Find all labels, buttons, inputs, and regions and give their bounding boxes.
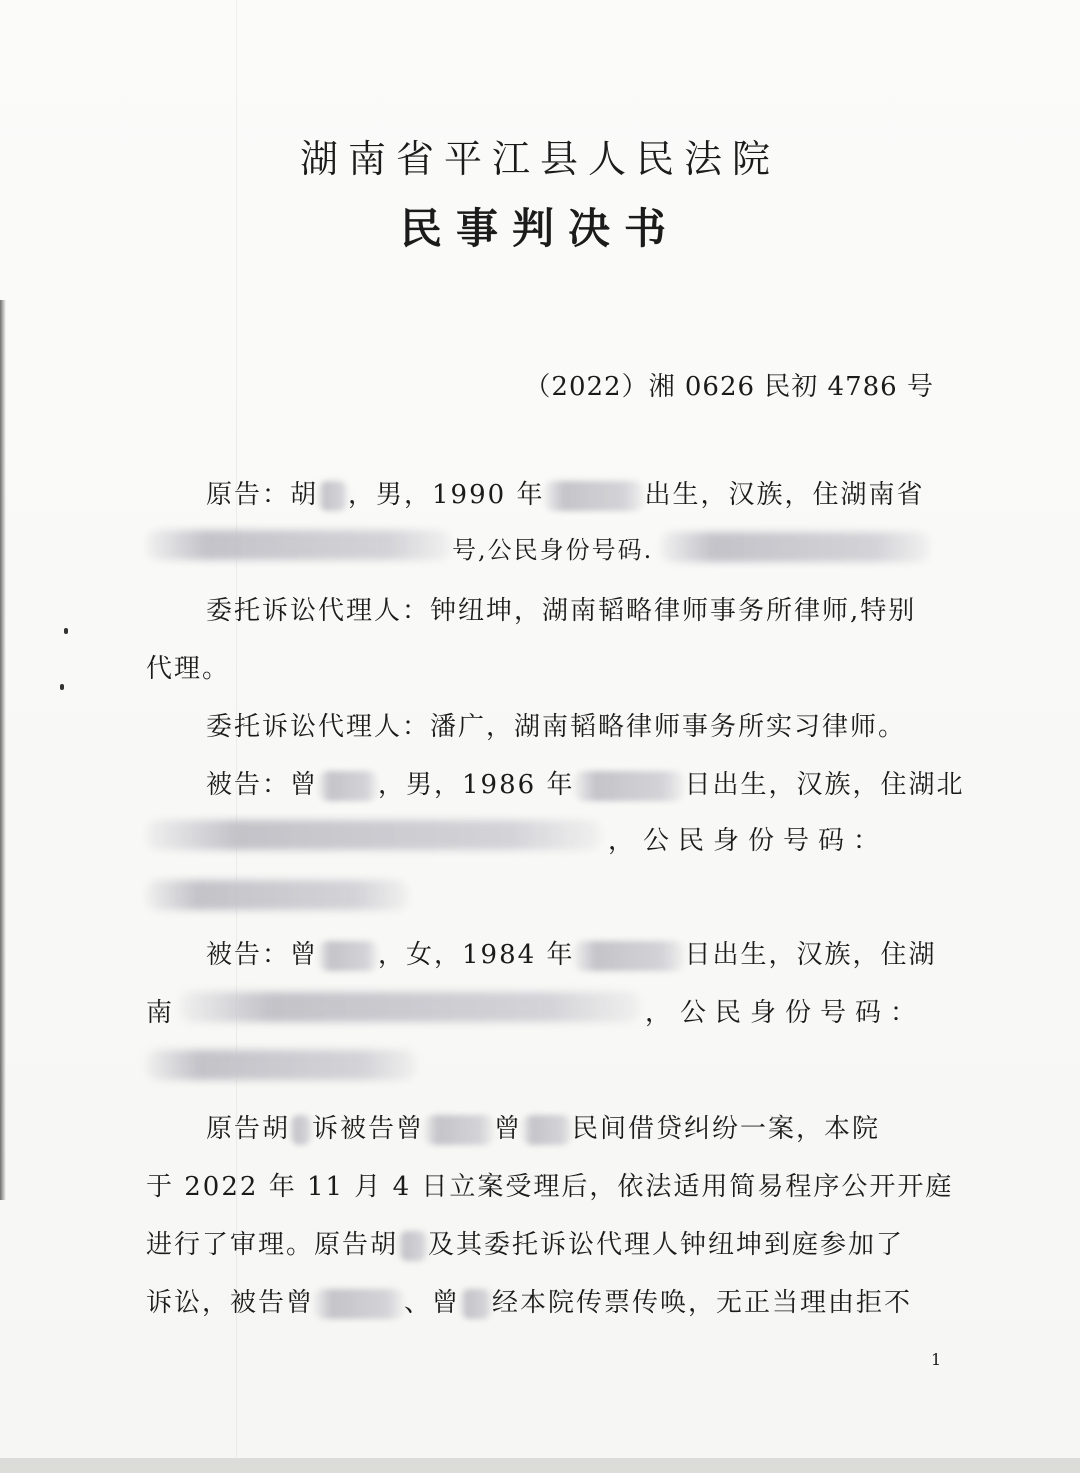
defendant-2-birth-residence: 日出生，汉族，住湖 [684, 940, 937, 970]
plaintiff-line-2: 号,公民身份号码. [452, 536, 654, 564]
redaction [574, 771, 684, 801]
defendant-2-label: 被告：曾 [206, 940, 319, 970]
body-line-2: 于 2022 年 11 月 4 日立案受理后，依法适用简易程序公开开庭 [146, 1172, 954, 1202]
plaintiff-birth-residence: 出生，汉族，住湖南省 [644, 480, 925, 510]
agent-2-line-1: 委托诉讼代理人：潘广，湖南韬略律师事务所实习律师。 [206, 712, 907, 742]
defendant-2-line-2-start: 南 [146, 998, 175, 1028]
redaction [460, 1289, 492, 1319]
redaction [314, 1289, 404, 1319]
redaction [146, 1050, 416, 1080]
defendant-1-label: 被告：曾 [206, 770, 319, 800]
scan-speck [60, 684, 64, 690]
agent-1-line-1: 委托诉讼代理人：钟纽坤，湖南韬略律师事务所律师,特别 [206, 596, 917, 626]
redaction [660, 532, 930, 562]
scan-edge-shadow [0, 300, 6, 1200]
body-text: 诉被告曾 [312, 1114, 425, 1144]
plaintiff-label: 原告：胡 [206, 480, 319, 510]
redaction [318, 481, 348, 511]
redaction [146, 880, 408, 910]
redaction [318, 941, 378, 971]
redaction [398, 1231, 428, 1261]
redaction [146, 820, 601, 850]
body-line-1 [206, 1108, 880, 1145]
redaction [318, 771, 378, 801]
body-text: 曾 [494, 1114, 523, 1144]
body-line-4 [146, 1282, 912, 1319]
redaction [544, 481, 644, 511]
defendant-1-gender-year: ，男，1986 年 [378, 770, 575, 800]
redaction [180, 992, 640, 1022]
redaction [424, 1115, 494, 1145]
body-text: 原告胡 [206, 1114, 291, 1144]
body-text: 经本院传票传唤，无正当理由拒不 [492, 1288, 913, 1318]
plaintiff-gender-year: ，男，1990 年 [348, 480, 545, 510]
plaintiff-line-1 [206, 474, 924, 511]
defendant-1-line-1 [206, 764, 964, 801]
court-name: 湖南省平江县人民法院 [299, 137, 780, 181]
defendant-2-gender-year: ，女，1984 年 [378, 940, 575, 970]
scan-bottom-border [0, 1458, 1080, 1473]
defendant-1-line-2: ，公民身份号码： [608, 826, 889, 856]
defendant-2-line-2: ，公民身份号码： [645, 998, 926, 1028]
body-text: 及其委托诉讼代理人钟纽坤到庭参加了 [428, 1230, 905, 1260]
body-text: 进行了审理。原告胡 [146, 1230, 399, 1260]
defendant-2-line-1 [206, 934, 936, 971]
agent-1-line-2: 代理。 [146, 654, 231, 684]
redaction [522, 1115, 572, 1145]
body-line-3 [146, 1224, 904, 1261]
redaction [574, 941, 684, 971]
redaction [290, 1115, 312, 1145]
scan-speck [64, 628, 68, 634]
page-number: 1 [931, 1350, 942, 1369]
defendant-1-birth-residence: 日出生，汉族，住湖北 [684, 770, 965, 800]
redaction [146, 530, 451, 560]
body-text: 、曾 [404, 1288, 461, 1318]
body-text: 民间借贷纠纷一案，本院 [572, 1114, 881, 1144]
case-number: （2022）湘 0626 民初 4786 号 [524, 372, 934, 402]
body-text: 诉讼，被告曾 [146, 1288, 315, 1318]
document-type-title: 民事判决书 [399, 204, 680, 253]
